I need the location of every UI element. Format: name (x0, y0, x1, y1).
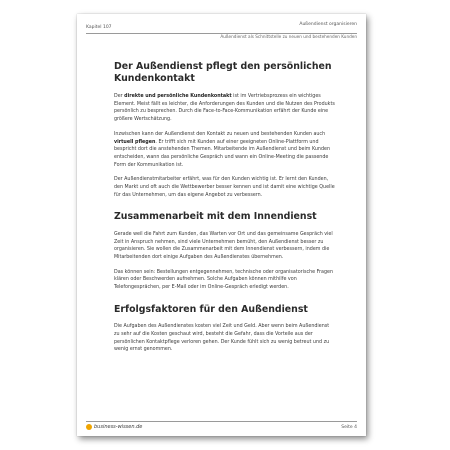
paragraph: Der Außendienstmitarbeiter erfährt, was für den Kunden wichtig ist. Er lernt den Kunden, den Markt und oft auch die Wettbewerber besser kennen und ist damit eine wichtige Quelle für das Unternehmen, um das eigene Angebot zu verbessern. (114, 177, 335, 198)
text-run: ist im Vertriebsprozess ein wichtiges Element. Meist fällt es leichter, die Anforderungen des Kunden und die Nutzen des Produkts persönlich zu besprechen. Durch die Face-to-Face-Kommunikation erfährt der Kunde eine größere Wertschätzung. (114, 94, 335, 123)
paragraph (114, 131, 335, 170)
section-heading-erfolgsfaktoren: Erfolgsfaktoren für den Außendienst (114, 303, 308, 315)
bold-text: direkte und persönliche Kundenkontakt (124, 94, 232, 99)
paragraph: Gerade weil die Fahrt zum Kunden, das Warten vor Ort und das gemeinsame Gespräch viel Zeit in Anspruch nehmen, sind viele Unternehmen bemüht, den Außendienst besser zu organisieren. Sie wollen die Zusammenarbeit mit dem Innendienst verbessern, indem die Mitarbeitenden dort einige Aufgaben des Außendienstes übernehmen. (114, 231, 333, 261)
bold-text: virtuell pflegen (114, 139, 156, 145)
text-run: . Er trifft sich mit Kunden auf einer geeigneten Online-Plattform und bespricht dort die anstehenden Themen. Mitarbeitende im Außendienst und beim Kunden entscheiden, wann das persönliche Gespräch und wann ein Online-Meeting die passende Form der Kommunikation ist. (114, 139, 331, 168)
footer-divider (86, 421, 357, 422)
section-heading-innendienst: Zusammenarbeit mit dem Innendienst (114, 211, 317, 223)
header-section: Außendienst organisieren (299, 22, 357, 27)
text-run: Der (114, 94, 125, 99)
logo-dot-icon (86, 424, 92, 430)
paragraph: Die Aufgaben des Außendienstes kosten viel Zeit und Geld. Aber wenn beim Außendienst zu sehr auf die Kosten geschaut wird, besteht die Gefahr, dass die Vorteile aus der persönlichen Kontaktpflege verloren gehen. Der Kunde fühlt sich zu wenig betreut und zu wenig ernst genommen. (114, 324, 330, 353)
section-heading-kundenkontakt: Der Außendienst pflegt den persönlichen Kundenkontakt (114, 61, 332, 84)
page-number: Seite 4 (341, 425, 357, 430)
page-content (114, 61, 335, 354)
paragraph (114, 93, 335, 124)
text-run: Inzwischen kann der Außendienst den Kontakt zu neuen und bestehenden Kunden auch (114, 131, 326, 137)
footer-logo (86, 424, 142, 430)
header-subtitle: Außendienst als Schnittstelle zu neuen und bestehenden Kunden (220, 34, 357, 39)
logo-text: business-wissen.de (94, 424, 143, 430)
header-chapter: Kapitel 107 (86, 25, 112, 30)
document-page (77, 14, 366, 436)
paragraph: Das können sein: Bestellungen entgegennehmen, technische oder organisatorische Fragen klären oder Beschwerden aufnehmen. Solche Aufgaben können mithilfe von Telefongesprächen, per E-Mail oder im Online-Gespräch erledigt werden. (114, 269, 334, 291)
